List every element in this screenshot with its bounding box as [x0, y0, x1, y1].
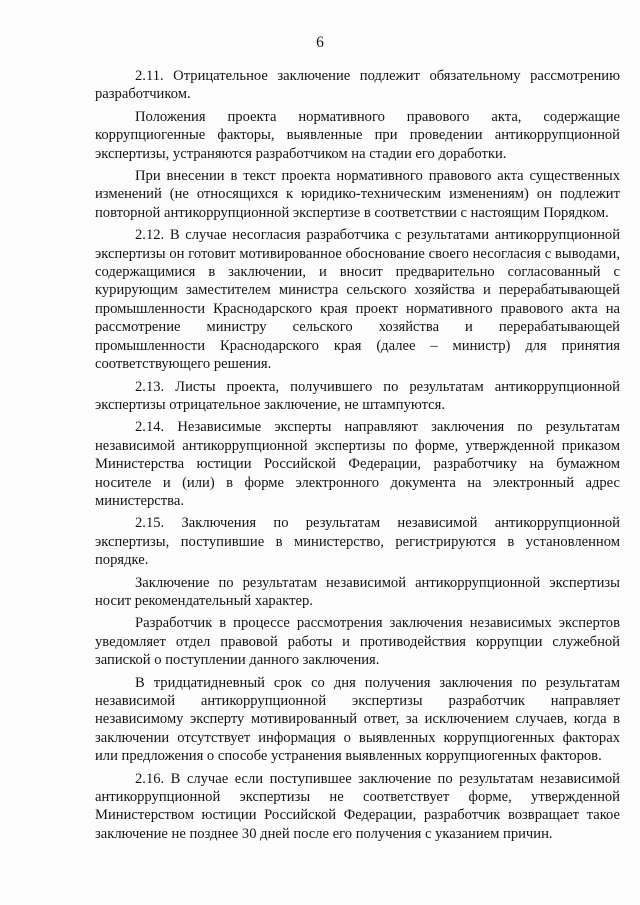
document-body: [95, 67, 620, 847]
paragraph-2-15: 2.15. Заключения по результатам независимой антикоррупционной экспертизы, поступившие в министерство, регистрируются в установленном порядке.: [95, 515, 620, 569]
paragraph-advisory-nature: Заключение по результатам независимой антикоррупционной экспертизы носит рекомендательный характер.: [95, 574, 620, 609]
paragraph-substantial-changes: При внесении в текст проекта нормативного правового акта существенных изменений (не относящихся к юридико-техническим изменениям) он подлежит повторной антикоррупционной экспертизе в соответствии с настоящим Порядком.: [95, 168, 620, 221]
paragraph-corruption-provisions: Положения проекта нормативного правового акта, содержащие коррупциогенные факторы, выявленные при проведении антикоррупционной экспертизы, устраняются разработчиком на стадии его доработки.: [95, 108, 620, 162]
page-number: 6: [316, 34, 324, 51]
paragraph-developer-notification: Разработчик в процессе рассмотрения заключения независимых экспертов уведомляет отдел правовой работы и противодействия коррупции служебной запиской о поступлении данного заключения.: [95, 615, 620, 669]
paragraph-2-16: 2.16. В случае если поступившее заключение по результатам независимой антикоррупционной экспертизы не соответствует форме, утвержденной Министерством юстиции Российской Федерации, разработчик возвращает такое заключение не позднее 30 дней после его получения с указанием причин.: [95, 770, 620, 842]
paragraph-2-14: 2.14. Независимые эксперты направляют заключения по результатам независимой антикоррупционной экспертизы по форме, утвержденной приказом Министерства юстиции Российской Федерации, разработчику на бумажном носителе и (или) в форме электронного документа на электронный адрес министерства.: [95, 419, 620, 509]
paragraph-2-11: 2.11. Отрицательное заключение подлежит обязательному рассмотрению разработчиком.: [95, 68, 620, 103]
paragraph-2-12: 2.12. В случае несогласия разработчика с результатами антикоррупционной экспертизы он готовит мотивированное обоснование своего несогласия с выводами, содержащимися в заключении, и вносит предварительно согласованный с курирующим заместителем министра сельского хозяйства и перерабатывающей промышленности Краснодарского края проект нормативного правового акта на рассмотрение министру сельского хозяйства и перерабатывающей промышленности Краснодарского края (далее – министр) для принятия соответствующего решения.: [95, 227, 620, 373]
paragraph-2-13: 2.13. Листы проекта, получившего по результатам антикоррупционной экспертизы отрицательное заключение, не штампуются.: [95, 378, 620, 413]
paragraph-thirty-day-response: В тридцатидневный срок со дня получения заключения по результатам независимой антикоррупционной экспертизы разработчик направляет независимому эксперту мотивированный ответ, за исключением случаев, когда в заключении отсутствует информация о выявленных коррупциогенных факторах или предложения о способе устранения выявленных коррупциогенных факторов.: [95, 674, 620, 765]
